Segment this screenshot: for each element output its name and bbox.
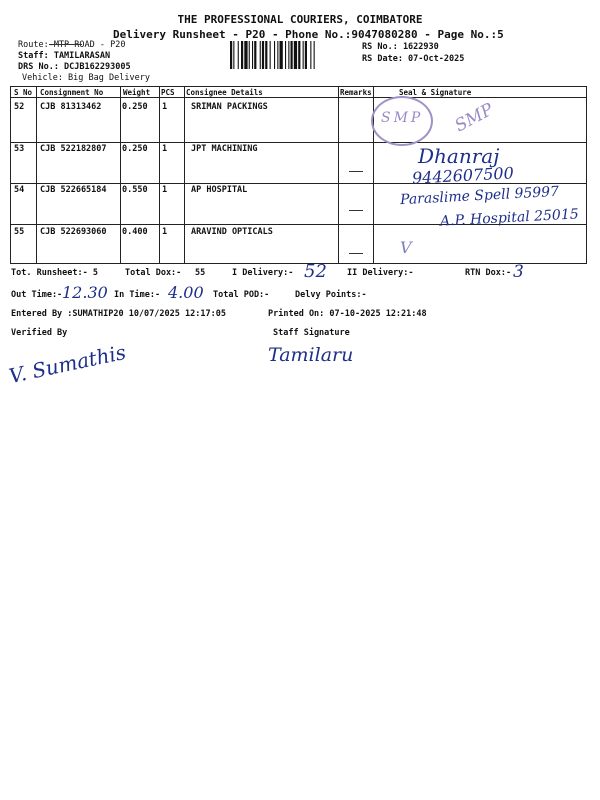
total-runsheet: Tot. Runsheet:- 5 xyxy=(11,268,98,278)
rs-date: RS Date: 07-Oct-2025 xyxy=(362,54,465,64)
table-row-weight: 0.250 xyxy=(122,144,148,154)
table-row-consignment: CJB 522665184 xyxy=(40,185,107,195)
i-delivery-value: 52 xyxy=(304,261,327,282)
out-time-value: 12.30 xyxy=(62,283,108,302)
table-row-sno: 55 xyxy=(14,227,25,237)
header-seal: Seal & Signature xyxy=(399,88,472,97)
staff-info: Staff: TAMILARASAN xyxy=(18,51,111,61)
table-row-consignee: ARAVIND OPTICALS xyxy=(191,227,273,237)
route-info: Route:-MTP ROAD - P20 xyxy=(18,40,126,50)
table-row-pcs: 1 xyxy=(162,144,168,154)
table-row-weight: 0.550 xyxy=(122,185,148,195)
table-row-sno: 52 xyxy=(14,102,25,112)
in-time-label: In Time:- xyxy=(114,290,161,300)
table-row-weight: 0.400 xyxy=(122,227,148,237)
total-pod-label: Total POD:- xyxy=(213,290,270,300)
table-row-sno: 53 xyxy=(14,144,25,154)
printed-on: Printed On: 07-10-2025 12:21:48 xyxy=(268,309,427,319)
total-dox-value: 55 xyxy=(195,268,206,278)
remark-dash xyxy=(349,171,363,172)
staff-signature-label: Staff Signature xyxy=(273,328,350,338)
table-row-weight: 0.250 xyxy=(122,102,148,112)
drs-info: DRS No.: DCJB162293005 xyxy=(18,62,131,72)
company-title: THE PROFESSIONAL COURIERS, COIMBATORE xyxy=(177,13,423,26)
stamp-text: SMP xyxy=(381,110,424,126)
row55-mark: V xyxy=(400,238,412,257)
seal-stamp xyxy=(371,96,433,146)
rtn-dox-label: RTN Dox:- xyxy=(465,268,512,278)
route-strike xyxy=(49,44,82,45)
seal-signature: SMP xyxy=(451,99,497,137)
table-row-pcs: 1 xyxy=(162,227,168,237)
staff-signature: Tamilaru xyxy=(268,344,354,366)
row54-signature: Paraslime Spell 95997 xyxy=(399,183,560,209)
remark-dash xyxy=(349,210,363,211)
verified-by-label: Verified By xyxy=(11,328,68,338)
barcode xyxy=(230,41,356,69)
in-time-value: 4.00 xyxy=(168,283,204,302)
ii-delivery-label: II Delivery:- xyxy=(347,268,414,278)
row53-phone: 9442607500 xyxy=(411,163,515,188)
header-weight: Weight xyxy=(123,88,151,97)
header-consignee: Consignee Details xyxy=(186,88,263,97)
table-row-consignment: CJB 522693060 xyxy=(40,227,107,237)
vehicle-info: Vehicle: Big Bag Delivery xyxy=(22,73,150,83)
table-row-consignee: SRIMAN PACKINGS xyxy=(191,102,268,112)
header-remarks: Remarks xyxy=(340,88,372,97)
i-delivery-label: I Delivery:- xyxy=(232,268,294,278)
table-row-consignment: CJB 522182807 xyxy=(40,144,107,154)
header-sno: S No xyxy=(14,88,33,97)
table-row-consignment: CJB 81313462 xyxy=(40,102,102,112)
header-consignment: Consignment No xyxy=(40,88,104,97)
total-dox-label: Total Dox:- xyxy=(125,268,182,278)
table-row-pcs: 1 xyxy=(162,185,168,195)
header-pcs: PCS xyxy=(161,88,175,97)
remark-dash xyxy=(349,253,363,254)
table-row-consignee: JPT MACHINING xyxy=(191,144,258,154)
row53-signature: Dhanraj xyxy=(418,144,500,168)
table-row-sno: 54 xyxy=(14,185,25,195)
table-row-consignee: AP HOSPITAL xyxy=(191,185,248,195)
entered-by: Entered By :SUMATHIP20 10/07/2025 12:17:05 xyxy=(11,309,226,319)
table-row-pcs: 1 xyxy=(162,102,168,112)
row54-hospital-sign: A.P. Hospital 25015 xyxy=(439,206,580,230)
runsheet-subtitle: Delivery Runsheet - P20 - Phone No.:9047080280 - Page No.:5 xyxy=(113,28,504,41)
out-time-label: Out Time:- xyxy=(11,290,63,300)
rs-number: RS No.: 1622930 xyxy=(362,42,439,52)
delivery-points-label: Delvy Points:- xyxy=(295,290,367,300)
verified-signature: V. Sumathis xyxy=(6,339,128,389)
rtn-dox-value: 3 xyxy=(513,262,524,282)
